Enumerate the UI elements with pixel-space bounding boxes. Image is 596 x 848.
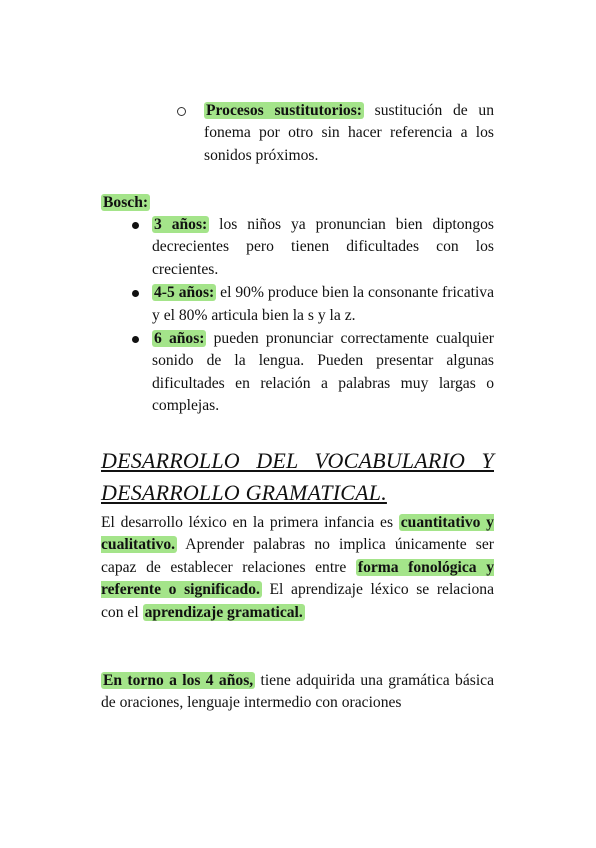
list-item-label: 4-5 años: <box>154 284 215 302</box>
paragraph-text: tiene adquirida una gramática básica de oraciones, lenguaje intermedio con oraciones <box>101 672 494 712</box>
bullet-dot-icon <box>132 290 139 297</box>
paragraph-text: Aprender palabras no implica únicamente ser capaz de establecer relaciones entre <box>101 536 494 576</box>
paragraph-lexical-development <box>101 512 494 624</box>
list-item-text: el 90% produce bien la consonante fricativa y el 80% articula bien la s y la z. <box>152 284 494 324</box>
paragraph-four-years <box>101 670 494 715</box>
highlighted-phrase: aprendizaje gramatical. <box>144 603 303 621</box>
bullet-dot-icon <box>132 336 139 343</box>
section-title-bosch <box>101 192 150 214</box>
list-item <box>130 214 494 281</box>
sub-bullet-label: Procesos sustitutorios: <box>206 102 362 119</box>
paragraph-text: El aprendizaje léxico se relaciona con el <box>101 581 494 621</box>
list-item-label: 6 años: <box>154 330 205 348</box>
list-item-label: 3 años: <box>154 216 208 233</box>
list-item <box>130 282 494 327</box>
sub-bullet-paragraph <box>204 100 494 167</box>
paragraph-text: El desarrollo léxico en la primera infancia es <box>101 514 399 531</box>
list-item-text: los niños ya pronuncian bien diptongos decrecientes pero tienen dificultades con los crecientes. <box>152 216 494 278</box>
highlighted-phrase: cuantitativo y cualitativo. <box>101 514 494 554</box>
highlighted-phrase: forma fonológica y referente o significado. <box>101 558 494 599</box>
list-item <box>130 328 494 418</box>
bosch-list <box>130 214 494 419</box>
list-item-text: pueden pronunciar correctamente cualquier sonido de la lengua. Pueden presentar algunas dificultades en relación a palabras muy largas o complejas. <box>152 330 494 415</box>
section-heading: DESARROLLO DEL VOCABULARIO Y DESARROLLO GRAMATICAL. <box>101 448 494 505</box>
bosch-label: Bosch: <box>103 194 149 211</box>
sub-bullet-text: sustitución de un fonema por otro sin hacer referencia a los sonidos próximos. <box>204 102 495 164</box>
bullet-dot-icon <box>132 222 139 229</box>
hollow-circle-bullet-icon <box>176 103 188 115</box>
highlighted-phrase: En torno a los 4 años, <box>103 672 254 689</box>
